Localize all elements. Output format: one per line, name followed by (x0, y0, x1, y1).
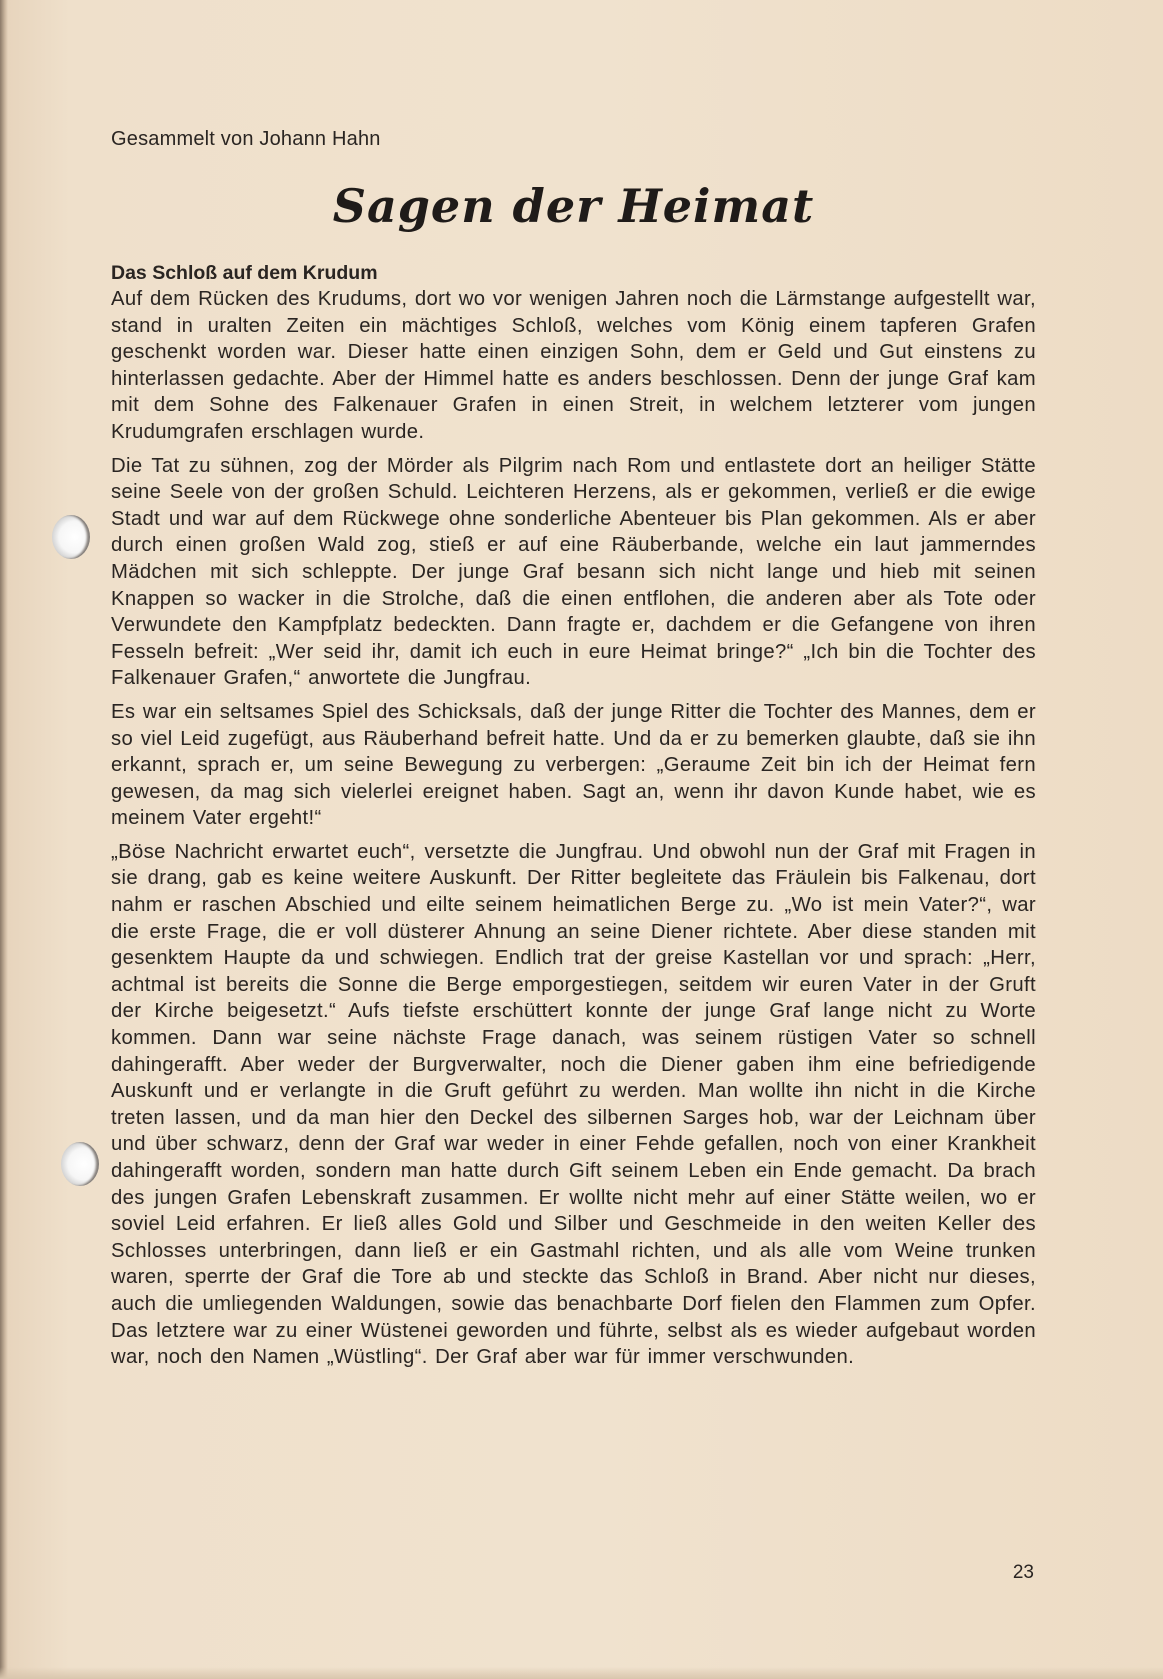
page-number: 23 (1012, 1562, 1034, 1583)
paragraph: Auf dem Rücken des Krudums, dort wo vor wenigen Jahren noch die Lärmstange aufgestellt war, stand in uralten Zeiten ein mächtiges Schloß, welches vom König einem tapferen Grafen geschenkt worden war. Dieser hatte einen einzigen Sohn, dem er Geld und Gut einstens zu hinterlassen gedachte. Aber der Himmel hatte es anders beschlossen. Denn der junge Graf kam mit dem Sohne des Falkenauer Grafen in einen Streit, in welchem letzterer vom jungen Krudumgrafen erschlagen wurde. (111, 288, 1036, 443)
paragraph: „Böse Nachricht erwartet euch“, versetzte die Jungfrau. Und obwohl nun der Graf mit Fragen in sie drang, gab es keine weitere Auskunft. Der Ritter begleitete das Fräulein bis Falkenau, dort nahm er raschen Abschied und eilte seinem heimatlichen Berge zu. „Wo ist mein Vater?“, war die erste Frage, die er voll düsterer Ahnung an seine Diener richtete. Aber diese standen mit gesenktem Haupte da und schwiegen. Endlich trat der greise Kastellan vor und sprach: „Herr, achtmal ist bereits die Sonne die Berge emporgestiegen, seitdem wir euren Vater in der Gruft der Kirche beigesetzt.“ Aufs tiefste erschüttert konnte der junge Graf lange nicht zu Worte kommen. Dann war seine nächste Frage danach, was seinem rüstigen Vater so schnell dahingerafft. Aber weder der Burgverwalter, noch die Diener gaben ihm eine befriedigende Auskunft und er verlangte in die Gruft geführt zu werden. Man wollte ihn nicht in die Kirche treten lassen, und da man hier den Deckel des silbernen Sarges hob, war der Leichnam über und über schwarz, denn der Graf war weder in einer Fehde gefallen, noch von einer Krankheit dahingerafft worden, sondern man hatte durch Gift seinem Leben ein Ende gemacht. Da brach des jungen Grafen Lebenskraft zusammen. Er wollte nicht mehr auf einer Stätte weilen, wo er soviel Leid erfahren. Er ließ alles Gold und Silber und Geschmeide in den weiten Keller des Schlosses unterbringen, dann ließ er ein Gastmahl richten, und als alle vom Weine trunken waren, sperrte der Graf die Tore ab und steckte das Schloß in Brand. Aber nicht nur dieses, auch die umliegenden Waldungen, sowie das benachbarte Dorf fielen den Flammen zum Opfer. Das letztere war zu einer Wüstenei geworden und führte, selbst als es wieder aufgebaut worden war, noch den Namen „Wüstling“. Der Graf aber war für immer verschwunden. (111, 840, 1036, 1369)
punch-hole-upper (52, 515, 90, 559)
section-title: Das Schloß auf dem Krudum (111, 262, 378, 284)
page-bottom-edge (0, 1667, 1163, 1679)
page-content (111, 122, 1036, 1378)
paragraph: Die Tat zu sühnen, zog der Mörder als Pilgrim nach Rom und entlastete dort an heiliger Stätte seine Seele von der großen Schuld. Leichteren Herzens, als er gekommen, verließ er die ewige Stadt und war auf dem Rückwege ohne sonderliche Abenteuer bis Plan gekommen. Als er aber durch einen großen Wald zog, stieß er auf eine Räuberbande, welche ein laut jammerndes Mädchen mit sich schleppte. Der junge Graf besann sich nicht lange und hieb mit seinen Knappen so wacker in die Strolche, daß die einen entflohen, die anderen aber als Tote oder Verwundete den Kampfplatz bedeckten. Dann fragte er, dachdem er die Gefangene von ihren Fesseln befreit: „Wer seid ihr, damit ich euch in eure Heimat bringe?“ „Ich bin die Tochter des Falkenauer Grafen,“ anwortete die Jungfrau. (111, 454, 1036, 690)
page-binding-edge (0, 0, 8, 1679)
paragraph: Es war ein seltsames Spiel des Schicksals, daß der junge Ritter die Tochter des Mannes, dem er so viel Leid zugefügt, aus Räuberhand befreit hatte. Und da er zu bemerken glaubte, daß sie ihn erkannt, sprach er, um seine Bewegung zu verbergen: „Geraume Zeit bin ich der Heimat fern gewesen, da mag sich vielerlei ereignet haben. Sagt an, wenn ihr davon Kunde habet, wie es meinem Vater ergeht!“ (111, 700, 1036, 830)
punch-hole-lower (61, 1142, 99, 1186)
compiler-credit: Gesammelt von Johann Hahn (111, 128, 381, 150)
page-heading: Sagen der Heimat (332, 179, 815, 233)
